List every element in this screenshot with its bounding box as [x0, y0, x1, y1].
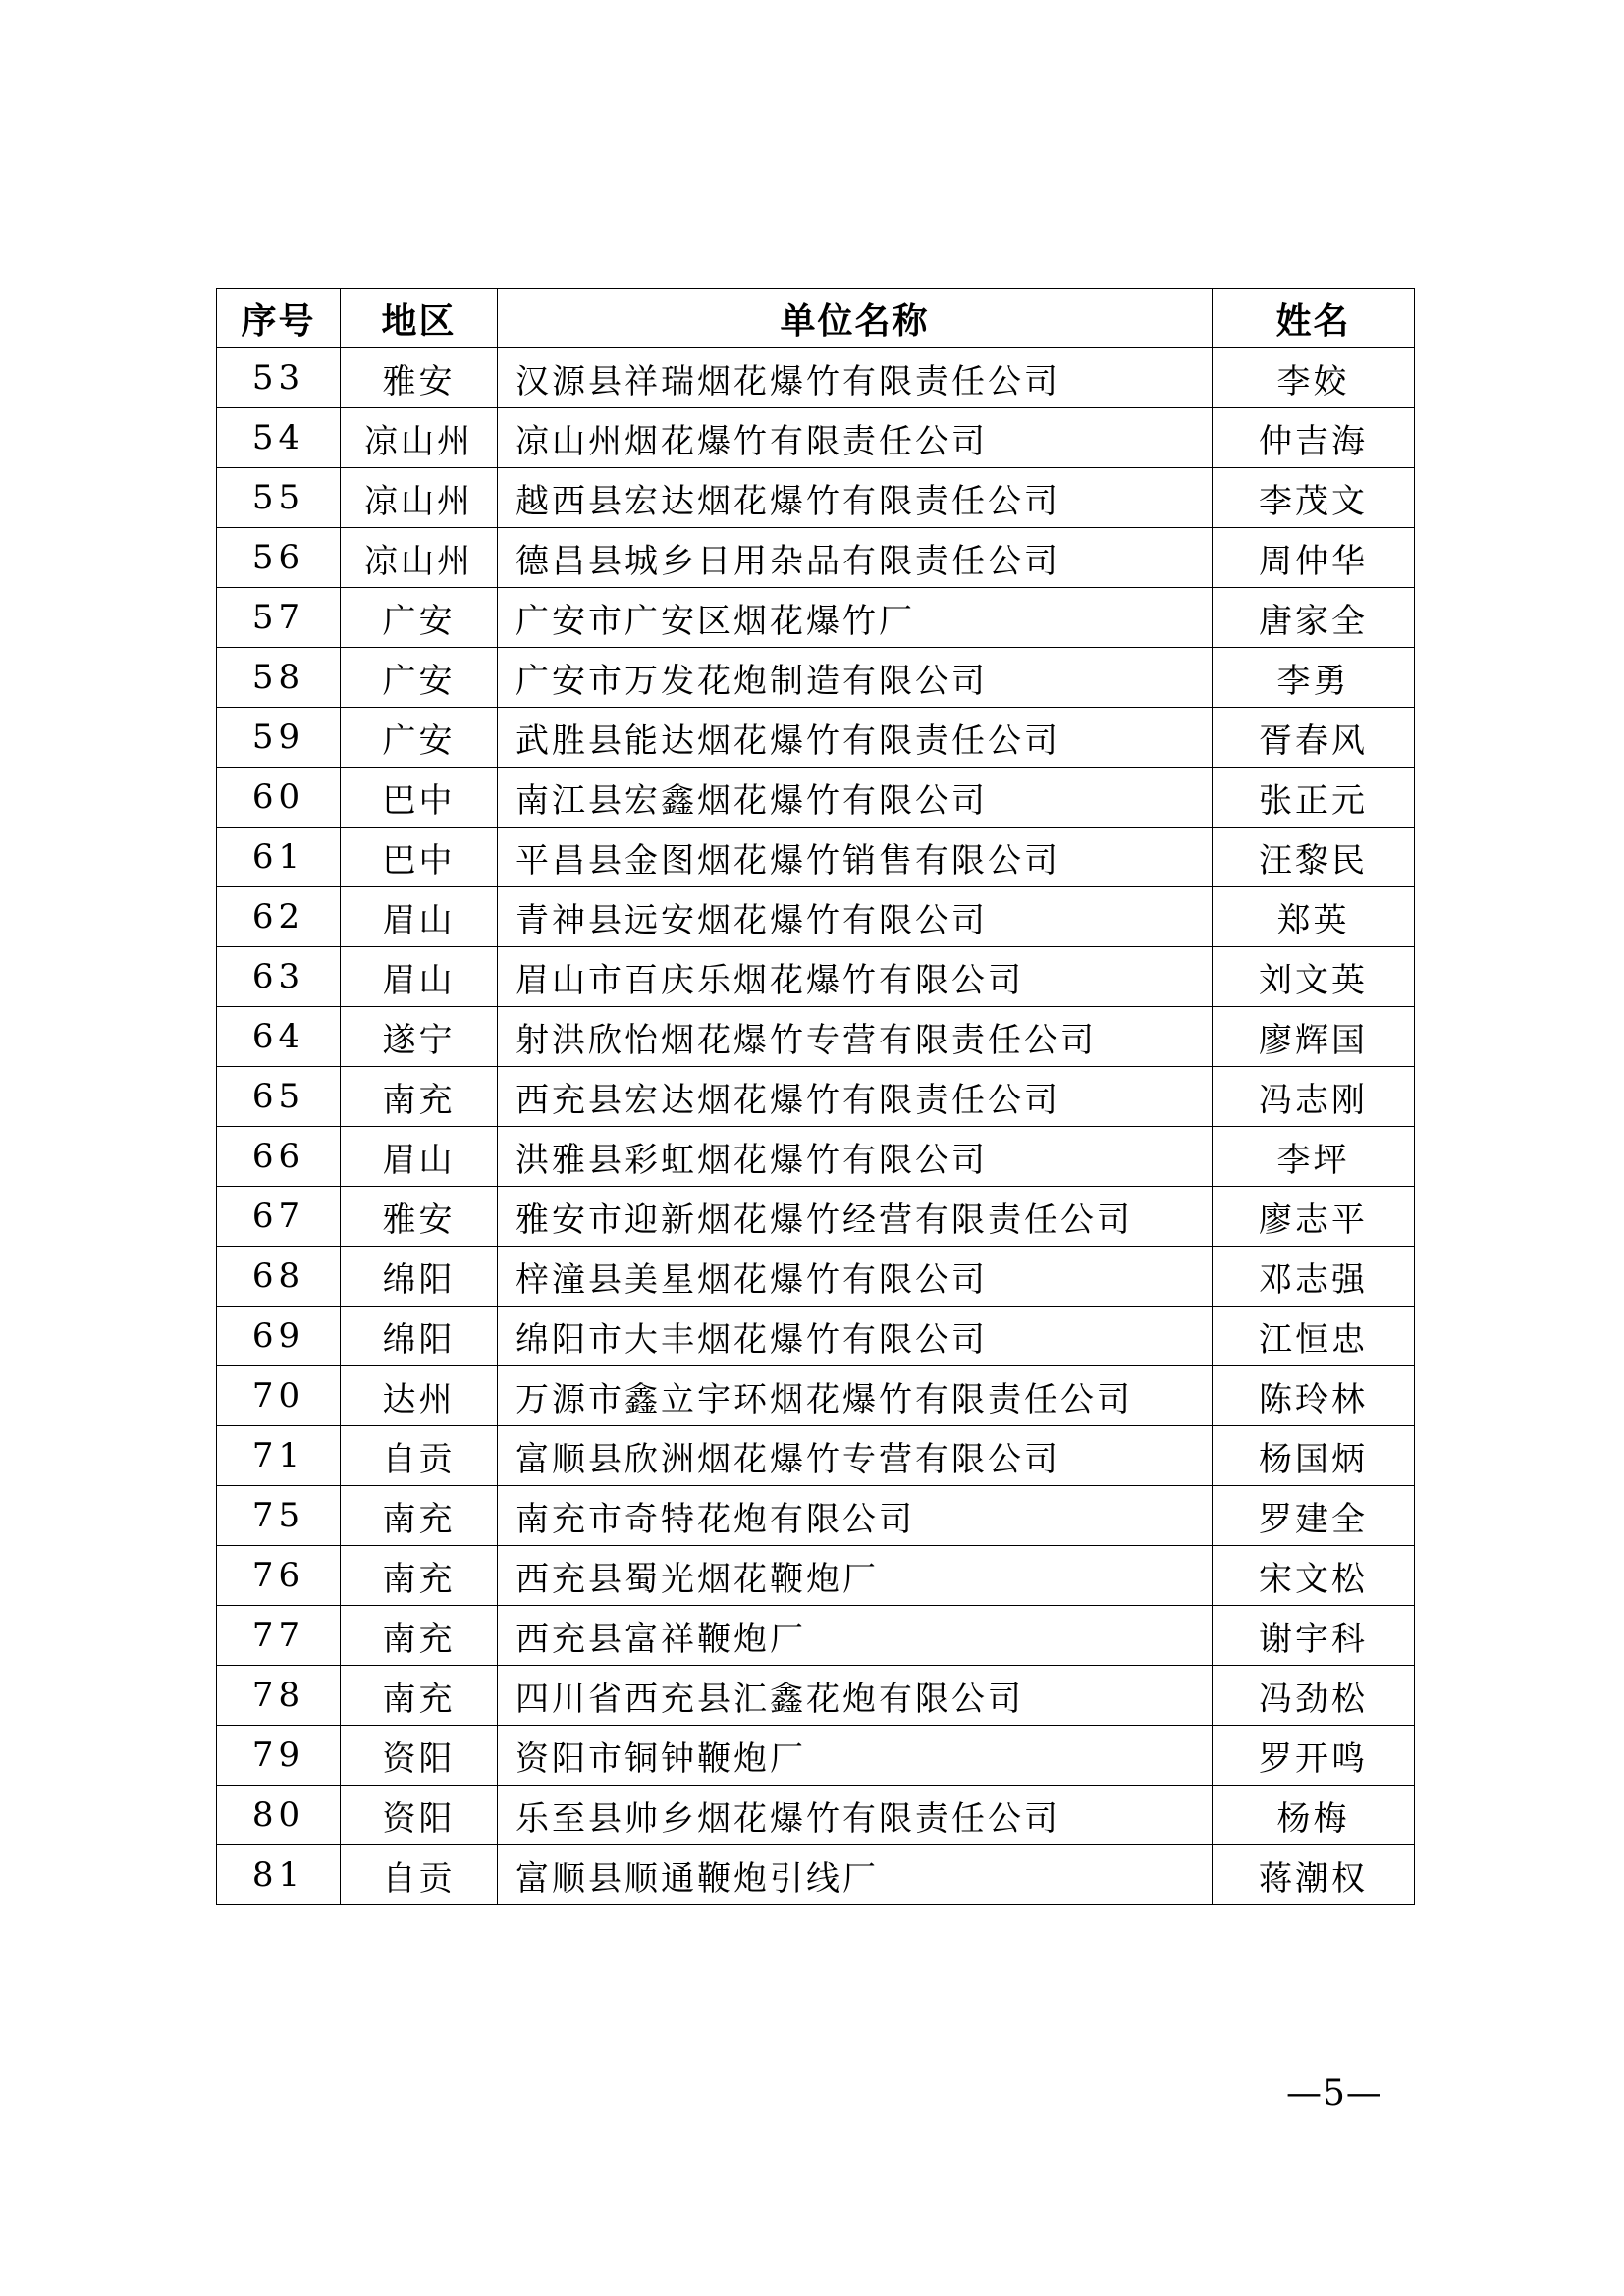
cell-person-name: 李姣 — [1213, 348, 1415, 408]
cell-region: 广安 — [341, 588, 498, 648]
cell-company-name: 射洪欣怡烟花爆竹专营有限责任公司 — [498, 1007, 1213, 1067]
company-list-table — [216, 288, 1415, 1905]
table-row — [217, 1187, 1415, 1247]
table-row — [217, 468, 1415, 528]
page-number: —5— — [1286, 2073, 1382, 2113]
cell-company-name: 眉山市百庆乐烟花爆竹有限公司 — [498, 947, 1213, 1007]
table-row — [217, 1786, 1415, 1845]
cell-region: 雅安 — [341, 1187, 498, 1247]
cell-region: 眉山 — [341, 947, 498, 1007]
cell-serial-number: 76 — [217, 1546, 341, 1606]
cell-serial-number: 55 — [217, 468, 341, 528]
cell-company-name: 西充县蜀光烟花鞭炮厂 — [498, 1546, 1213, 1606]
cell-region: 绵阳 — [341, 1247, 498, 1307]
cell-company-name: 广安市万发花炮制造有限公司 — [498, 648, 1213, 708]
cell-region: 广安 — [341, 648, 498, 708]
cell-serial-number: 71 — [217, 1426, 341, 1486]
table-row — [217, 947, 1415, 1007]
table-row — [217, 1307, 1415, 1366]
cell-person-name: 李勇 — [1213, 648, 1415, 708]
cell-region: 南充 — [341, 1067, 498, 1127]
cell-region: 眉山 — [341, 887, 498, 947]
cell-region: 自贡 — [341, 1426, 498, 1486]
cell-company-name: 梓潼县美星烟花爆竹有限公司 — [498, 1247, 1213, 1307]
cell-region: 资阳 — [341, 1786, 498, 1845]
cell-serial-number: 80 — [217, 1786, 341, 1845]
cell-company-name: 雅安市迎新烟花爆竹经营有限责任公司 — [498, 1187, 1213, 1247]
cell-person-name: 江恒忠 — [1213, 1307, 1415, 1366]
cell-person-name: 蒋潮权 — [1213, 1845, 1415, 1905]
cell-company-name: 富顺县欣洲烟花爆竹专营有限公司 — [498, 1426, 1213, 1486]
cell-company-name: 平昌县金图烟花爆竹销售有限公司 — [498, 828, 1213, 887]
cell-serial-number: 59 — [217, 708, 341, 768]
cell-serial-number: 77 — [217, 1606, 341, 1666]
cell-company-name: 凉山州烟花爆竹有限责任公司 — [498, 408, 1213, 468]
cell-serial-number: 69 — [217, 1307, 341, 1366]
cell-person-name: 冯志刚 — [1213, 1067, 1415, 1127]
cell-region: 资阳 — [341, 1726, 498, 1786]
table-row — [217, 1247, 1415, 1307]
cell-company-name: 德昌县城乡日用杂品有限责任公司 — [498, 528, 1213, 588]
cell-company-name: 广安市广安区烟花爆竹厂 — [498, 588, 1213, 648]
cell-person-name: 唐家全 — [1213, 588, 1415, 648]
cell-company-name: 武胜县能达烟花爆竹有限责任公司 — [498, 708, 1213, 768]
cell-region: 自贡 — [341, 1845, 498, 1905]
cell-person-name: 罗开鸣 — [1213, 1726, 1415, 1786]
cell-serial-number: 64 — [217, 1007, 341, 1067]
table-row — [217, 528, 1415, 588]
cell-region: 巴中 — [341, 828, 498, 887]
cell-serial-number: 81 — [217, 1845, 341, 1905]
cell-person-name: 杨国炳 — [1213, 1426, 1415, 1486]
cell-region: 雅安 — [341, 348, 498, 408]
header-person-name: 姓名 — [1213, 289, 1415, 348]
cell-person-name: 刘文英 — [1213, 947, 1415, 1007]
cell-region: 南充 — [341, 1546, 498, 1606]
cell-company-name: 西充县宏达烟花爆竹有限责任公司 — [498, 1067, 1213, 1127]
cell-person-name: 邓志强 — [1213, 1247, 1415, 1307]
table-row — [217, 348, 1415, 408]
cell-serial-number: 56 — [217, 528, 341, 588]
cell-person-name: 冯劲松 — [1213, 1666, 1415, 1726]
cell-serial-number: 63 — [217, 947, 341, 1007]
table-header-row — [217, 289, 1415, 348]
header-region: 地区 — [341, 289, 498, 348]
cell-region: 绵阳 — [341, 1307, 498, 1366]
cell-company-name: 资阳市铜钟鞭炮厂 — [498, 1726, 1213, 1786]
cell-person-name: 陈玲林 — [1213, 1366, 1415, 1426]
cell-region: 广安 — [341, 708, 498, 768]
table-body — [217, 348, 1415, 1905]
cell-serial-number: 67 — [217, 1187, 341, 1247]
cell-region: 南充 — [341, 1666, 498, 1726]
cell-company-name: 青神县远安烟花爆竹有限公司 — [498, 887, 1213, 947]
cell-person-name: 周仲华 — [1213, 528, 1415, 588]
table-row — [217, 1486, 1415, 1546]
cell-serial-number: 60 — [217, 768, 341, 828]
table-row — [217, 648, 1415, 708]
cell-serial-number: 57 — [217, 588, 341, 648]
cell-person-name: 胥春风 — [1213, 708, 1415, 768]
cell-company-name: 富顺县顺通鞭炮引线厂 — [498, 1845, 1213, 1905]
table-row — [217, 1845, 1415, 1905]
cell-person-name: 宋文松 — [1213, 1546, 1415, 1606]
cell-person-name: 郑英 — [1213, 887, 1415, 947]
cell-company-name: 乐至县帅乡烟花爆竹有限责任公司 — [498, 1786, 1213, 1845]
cell-serial-number: 79 — [217, 1726, 341, 1786]
cell-company-name: 越西县宏达烟花爆竹有限责任公司 — [498, 468, 1213, 528]
cell-company-name: 南充市奇特花炮有限公司 — [498, 1486, 1213, 1546]
header-serial-number: 序号 — [217, 289, 341, 348]
cell-serial-number: 62 — [217, 887, 341, 947]
cell-person-name: 谢宇科 — [1213, 1606, 1415, 1666]
cell-region: 南充 — [341, 1606, 498, 1666]
table-row — [217, 1546, 1415, 1606]
table-row — [217, 1007, 1415, 1067]
table-row — [217, 708, 1415, 768]
cell-person-name: 廖志平 — [1213, 1187, 1415, 1247]
cell-serial-number: 70 — [217, 1366, 341, 1426]
cell-person-name: 汪黎民 — [1213, 828, 1415, 887]
cell-region: 遂宁 — [341, 1007, 498, 1067]
table-row — [217, 768, 1415, 828]
table-row — [217, 1726, 1415, 1786]
cell-region: 凉山州 — [341, 528, 498, 588]
cell-serial-number: 68 — [217, 1247, 341, 1307]
cell-person-name: 李坪 — [1213, 1127, 1415, 1187]
cell-region: 眉山 — [341, 1127, 498, 1187]
cell-serial-number: 66 — [217, 1127, 341, 1187]
cell-serial-number: 78 — [217, 1666, 341, 1726]
cell-person-name: 仲吉海 — [1213, 408, 1415, 468]
cell-company-name: 南江县宏鑫烟花爆竹有限公司 — [498, 768, 1213, 828]
cell-serial-number: 65 — [217, 1067, 341, 1127]
table-row — [217, 1606, 1415, 1666]
cell-person-name: 廖辉国 — [1213, 1007, 1415, 1067]
cell-person-name: 杨梅 — [1213, 1786, 1415, 1845]
table-row — [217, 1666, 1415, 1726]
table-row — [217, 408, 1415, 468]
cell-company-name: 万源市鑫立宇环烟花爆竹有限责任公司 — [498, 1366, 1213, 1426]
cell-serial-number: 75 — [217, 1486, 341, 1546]
header-company-name: 单位名称 — [498, 289, 1213, 348]
table-row — [217, 1366, 1415, 1426]
cell-region: 巴中 — [341, 768, 498, 828]
cell-region: 达州 — [341, 1366, 498, 1426]
table-row — [217, 1127, 1415, 1187]
table-row — [217, 1426, 1415, 1486]
table-row — [217, 588, 1415, 648]
table-row — [217, 828, 1415, 887]
cell-company-name: 四川省西充县汇鑫花炮有限公司 — [498, 1666, 1213, 1726]
cell-person-name: 张正元 — [1213, 768, 1415, 828]
cell-region: 南充 — [341, 1486, 498, 1546]
cell-region: 凉山州 — [341, 408, 498, 468]
cell-company-name: 洪雅县彩虹烟花爆竹有限公司 — [498, 1127, 1213, 1187]
cell-company-name: 西充县富祥鞭炮厂 — [498, 1606, 1213, 1666]
cell-region: 凉山州 — [341, 468, 498, 528]
cell-person-name: 李茂文 — [1213, 468, 1415, 528]
cell-person-name: 罗建全 — [1213, 1486, 1415, 1546]
table-row — [217, 1067, 1415, 1127]
cell-serial-number: 58 — [217, 648, 341, 708]
table-row — [217, 887, 1415, 947]
cell-serial-number: 61 — [217, 828, 341, 887]
cell-serial-number: 54 — [217, 408, 341, 468]
cell-serial-number: 53 — [217, 348, 341, 408]
cell-company-name: 绵阳市大丰烟花爆竹有限公司 — [498, 1307, 1213, 1366]
cell-company-name: 汉源县祥瑞烟花爆竹有限责任公司 — [498, 348, 1213, 408]
